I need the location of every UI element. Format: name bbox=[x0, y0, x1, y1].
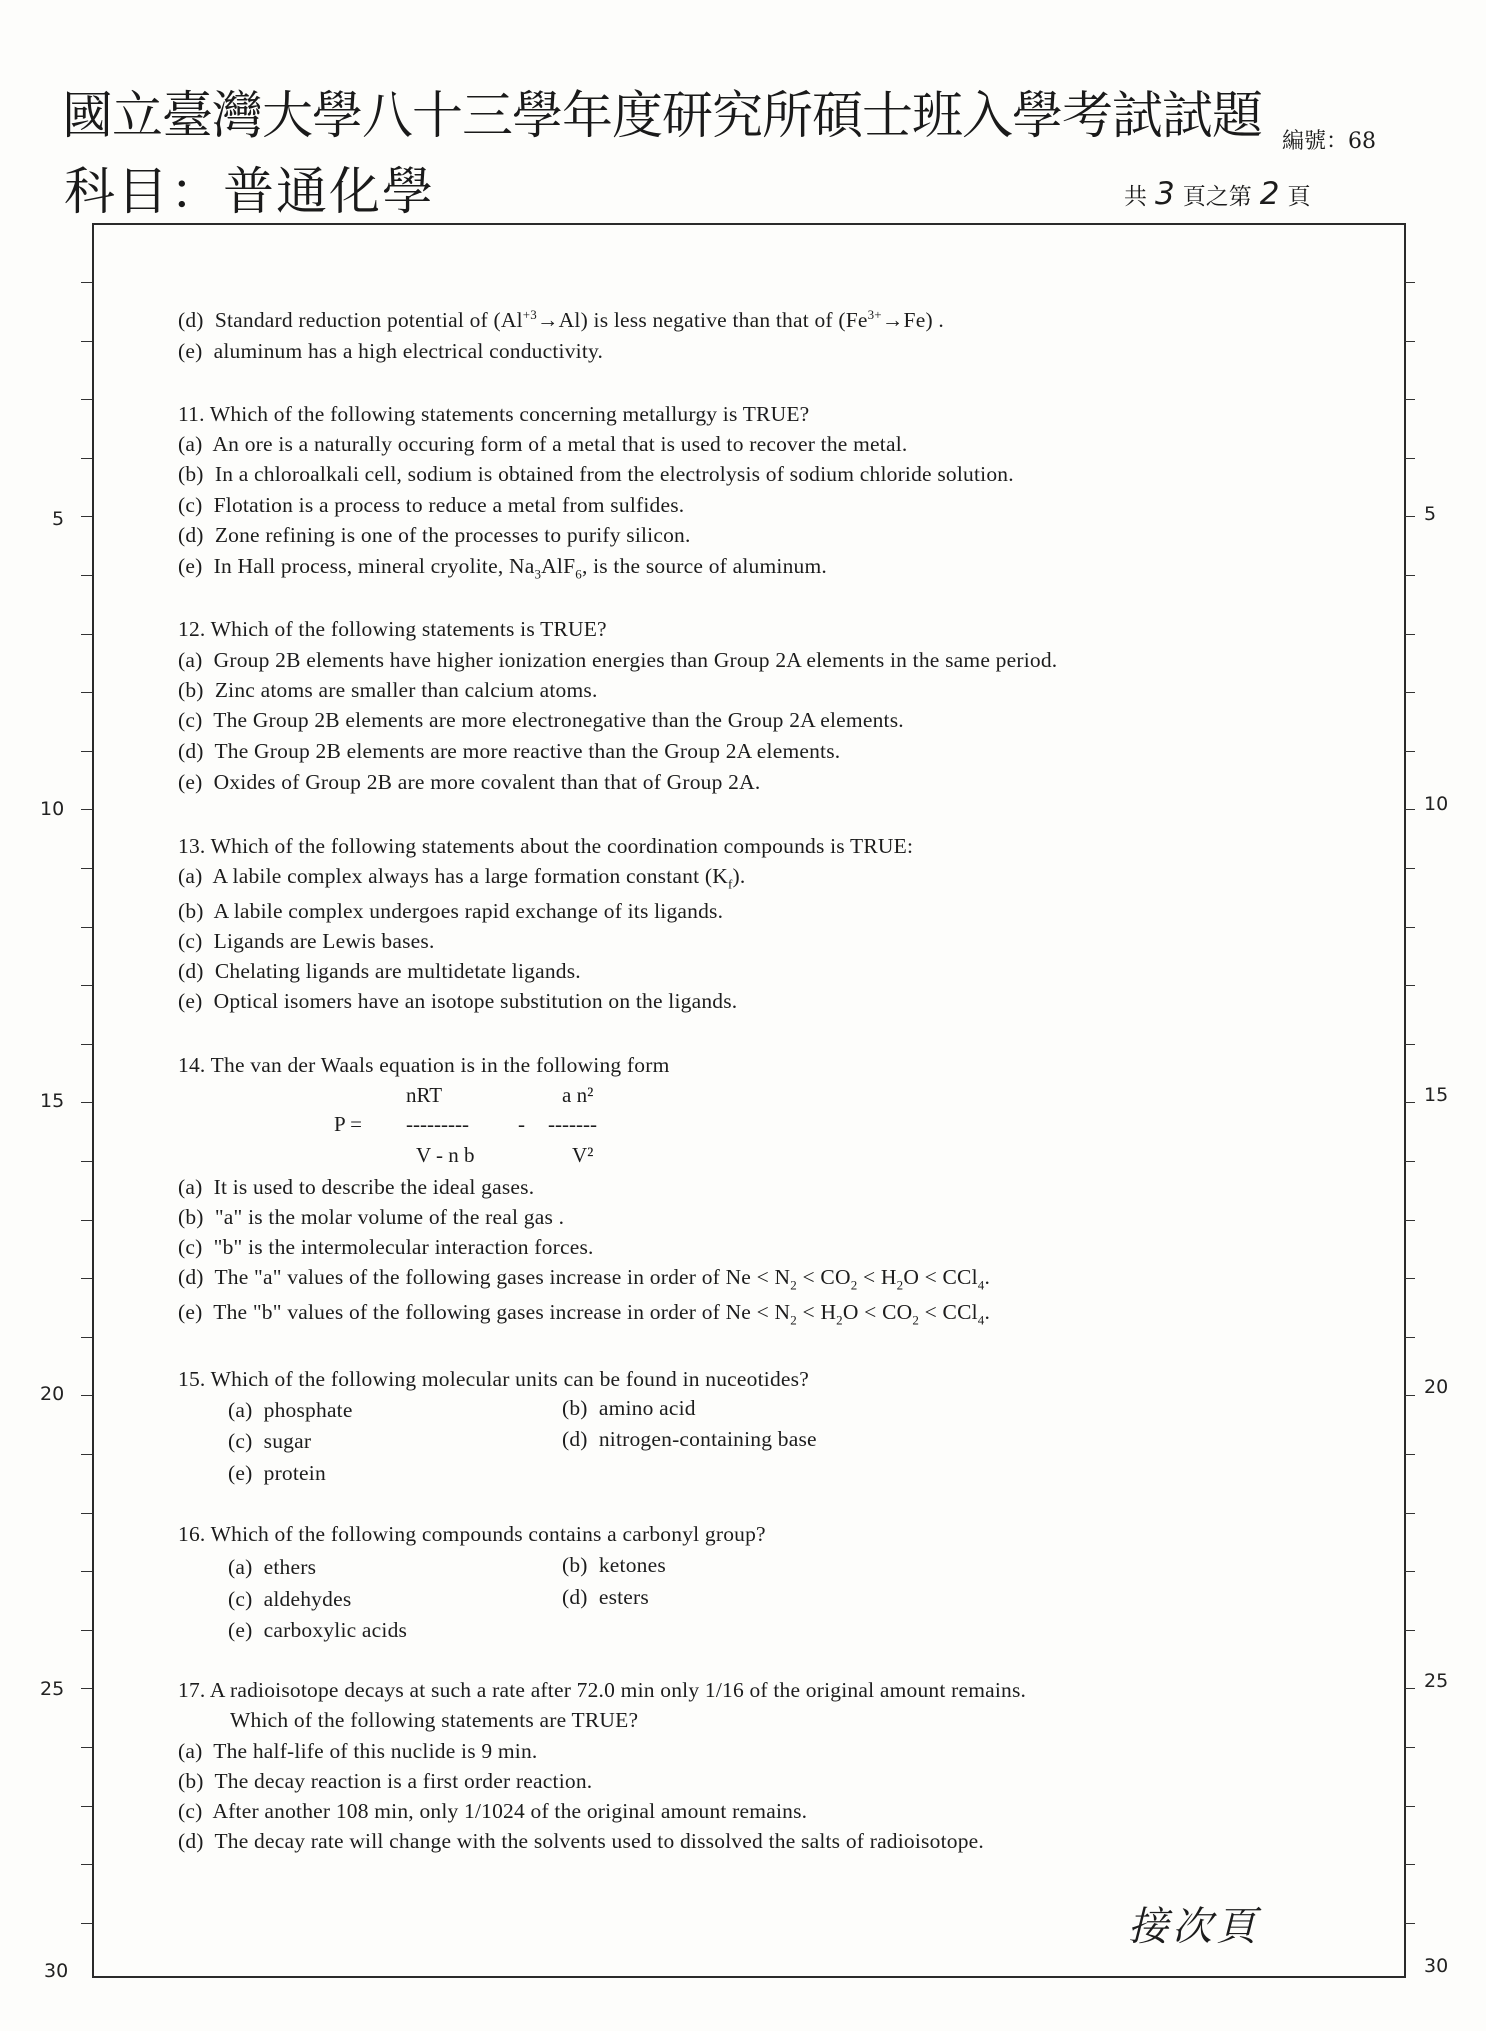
line-number-5-right: 5 bbox=[1424, 503, 1437, 525]
eq-denominator-1: V - n b bbox=[416, 1143, 475, 1167]
q13-option-d bbox=[178, 959, 581, 984]
q11-option-d bbox=[178, 523, 691, 548]
option-text: < CCl bbox=[919, 1300, 978, 1324]
option-label: (c) bbox=[178, 929, 203, 953]
option-label: (e) bbox=[178, 1300, 203, 1324]
option-text: protein bbox=[263, 1461, 326, 1485]
margin-tick bbox=[81, 341, 92, 342]
subscript: 6 bbox=[575, 566, 582, 582]
option-text: The decay reaction is a first order reaction. bbox=[214, 1769, 593, 1793]
q12-option-d bbox=[178, 739, 840, 764]
option-label: (a) bbox=[178, 432, 203, 456]
eq-denominator-2: V² bbox=[572, 1143, 594, 1167]
option-label: (b) bbox=[562, 1396, 588, 1420]
option-text: O < CO bbox=[842, 1300, 913, 1324]
margin-tick bbox=[1404, 1044, 1415, 1045]
margin-tick bbox=[81, 809, 92, 810]
margin-tick bbox=[81, 1278, 92, 1279]
q17-option-d bbox=[178, 1829, 984, 1854]
q14-option-d bbox=[178, 1265, 990, 1293]
option-text: amino acid bbox=[598, 1396, 696, 1420]
margin-tick bbox=[1404, 458, 1415, 459]
q12-option-b bbox=[178, 678, 598, 703]
option-label: (b) bbox=[178, 899, 204, 923]
option-text: . bbox=[984, 1300, 991, 1324]
option-text: In Hall process, mineral cryolite, Na bbox=[213, 554, 535, 578]
q10-option-d bbox=[178, 307, 944, 333]
margin-tick bbox=[1404, 1454, 1415, 1455]
continued-next-page: 接次頁 bbox=[1128, 1904, 1260, 1950]
line-number-20-left: 20 bbox=[40, 1383, 65, 1405]
margin-tick bbox=[1404, 399, 1415, 400]
line-number-5-left: 5 bbox=[52, 508, 65, 530]
line-number-30-left: 30 bbox=[44, 1960, 69, 1982]
option-label: (c) bbox=[178, 1799, 203, 1823]
q10-option-e bbox=[178, 339, 603, 364]
margin-tick bbox=[1404, 751, 1415, 752]
margin-tick bbox=[81, 1513, 92, 1514]
option-text: A labile complex undergoes rapid exchange of its ligands. bbox=[213, 899, 724, 923]
option-label: (e) bbox=[178, 989, 203, 1013]
option-label: (b) bbox=[562, 1553, 588, 1577]
q17-stem: 17. A radioisotope decays at such a rate after 72.0 min only 1/16 of the original amount remains. bbox=[178, 1678, 1027, 1702]
option-label: (c) bbox=[178, 1235, 203, 1259]
margin-tick bbox=[1404, 809, 1415, 810]
option-label: (c) bbox=[178, 493, 203, 517]
q15-option-b bbox=[562, 1396, 696, 1421]
option-label: (c) bbox=[228, 1587, 253, 1611]
line-number-20-right: 20 bbox=[1424, 1376, 1449, 1398]
option-label: (e) bbox=[178, 339, 203, 363]
option-text: The decay rate will change with the solvents used to dissolved the salts of radioisotope. bbox=[214, 1829, 984, 1853]
margin-tick bbox=[1404, 1630, 1415, 1631]
eq-minus: - bbox=[518, 1112, 525, 1136]
option-label: (d) bbox=[562, 1427, 588, 1451]
margin-tick bbox=[1404, 1688, 1415, 1689]
margin-tick bbox=[81, 1044, 92, 1045]
option-text: ketones bbox=[598, 1553, 666, 1577]
option-text: Oxides of Group 2B are more covalent than that of Group 2A. bbox=[213, 770, 761, 794]
q16-option-d bbox=[562, 1585, 649, 1610]
q11-option-e bbox=[178, 554, 827, 582]
option-text: →Fe) . bbox=[881, 308, 944, 333]
option-text: aldehydes bbox=[263, 1587, 352, 1611]
q17-option-b bbox=[178, 1769, 592, 1794]
q13-stem: 13. Which of the following statements about the coordination compounds is TRUE: bbox=[178, 834, 914, 858]
option-text: ethers bbox=[263, 1555, 317, 1579]
line-number-25-left: 25 bbox=[40, 1678, 65, 1700]
margin-tick bbox=[81, 1220, 92, 1221]
margin-tick bbox=[1404, 1806, 1415, 1807]
option-text: In a chloroalkali cell, sodium is obtained from the electrolysis of sodium chloride solution. bbox=[214, 462, 1014, 486]
superscript: +3 bbox=[522, 307, 537, 322]
option-text: < H bbox=[857, 1265, 897, 1289]
option-text: , is the source of aluminum. bbox=[581, 554, 827, 578]
margin-tick bbox=[1404, 927, 1415, 928]
eq-fraction-bar-1: --------- bbox=[406, 1112, 469, 1136]
option-text: aluminum has a high electrical conductivity. bbox=[213, 339, 604, 363]
option-label: (d) bbox=[178, 1829, 204, 1853]
option-text: Zone refining is one of the processes to purify silicon. bbox=[214, 523, 691, 547]
subscript: 2 bbox=[850, 1277, 858, 1293]
margin-tick bbox=[1404, 516, 1415, 517]
option-text: After another 108 min, only 1/1024 of the original amount remains. bbox=[212, 1799, 808, 1823]
q14-option-b bbox=[178, 1205, 564, 1230]
margin-tick bbox=[81, 1747, 92, 1748]
margin-tick bbox=[1404, 341, 1415, 342]
option-text: nitrogen-containing base bbox=[598, 1427, 817, 1451]
line-number-15-left: 15 bbox=[40, 1090, 65, 1112]
subscript: 2 bbox=[790, 1312, 797, 1328]
option-label: (d) bbox=[178, 739, 204, 763]
option-label: (c) bbox=[178, 708, 203, 732]
subscript: 2 bbox=[912, 1312, 920, 1328]
option-text: The "a" values of the following gases increase in order of Ne < N bbox=[214, 1265, 791, 1289]
subscript: 4 bbox=[977, 1277, 985, 1293]
option-text: →Al) is less negative than that of (Fe bbox=[536, 308, 868, 333]
subject-line: 科目：普通化學 bbox=[64, 163, 436, 222]
margin-tick bbox=[1404, 868, 1415, 869]
q12-option-a bbox=[178, 648, 1057, 673]
margin-tick bbox=[81, 1337, 92, 1338]
margin-tick bbox=[1404, 985, 1415, 986]
margin-tick bbox=[81, 868, 92, 869]
option-label: (d) bbox=[178, 308, 204, 333]
margin-tick bbox=[81, 1454, 92, 1455]
subscript: f bbox=[727, 876, 733, 892]
page-suffix: 頁 bbox=[1287, 184, 1311, 210]
q16-option-c bbox=[228, 1587, 351, 1612]
margin-tick bbox=[81, 1688, 92, 1689]
q15-option-a bbox=[228, 1398, 353, 1423]
option-label: (a) bbox=[228, 1398, 253, 1422]
subscript: 2 bbox=[836, 1312, 843, 1328]
q12-option-e bbox=[178, 770, 760, 795]
option-text: The Group 2B elements are more reactive than the Group 2A elements. bbox=[214, 739, 841, 763]
margin-tick bbox=[81, 458, 92, 459]
page-total: 3 bbox=[1155, 176, 1175, 212]
margin-tick bbox=[1404, 1513, 1415, 1514]
option-text: Zinc atoms are smaller than calcium atoms. bbox=[214, 678, 598, 702]
option-label: (e) bbox=[178, 770, 203, 794]
margin-tick bbox=[81, 1806, 92, 1807]
option-text: The half-life of this nuclide is 9 min. bbox=[213, 1739, 538, 1763]
q14-option-c bbox=[178, 1235, 594, 1260]
line-number-10-right: 10 bbox=[1424, 793, 1449, 815]
margin-tick bbox=[1404, 692, 1415, 693]
option-label: (a) bbox=[178, 864, 203, 888]
option-text: Chelating ligands are multidetate ligands. bbox=[214, 959, 581, 983]
q13-option-a bbox=[178, 864, 745, 892]
option-text: Ligands are Lewis bases. bbox=[213, 929, 435, 953]
option-text: It is used to describe the ideal gases. bbox=[213, 1175, 535, 1199]
margin-tick bbox=[1404, 1395, 1415, 1396]
margin-tick bbox=[81, 1630, 92, 1631]
eq-fraction-bar-2: ------- bbox=[548, 1112, 597, 1136]
margin-tick bbox=[81, 985, 92, 986]
superscript: 3+ bbox=[867, 307, 882, 322]
option-label: (d) bbox=[562, 1585, 588, 1609]
q11-stem: 11. Which of the following statements concerning metallurgy is TRUE? bbox=[178, 402, 810, 426]
q11-option-c bbox=[178, 493, 684, 518]
eq-numerator-2: a n² bbox=[562, 1083, 594, 1107]
margin-tick bbox=[1404, 1220, 1415, 1221]
margin-tick bbox=[1404, 1278, 1415, 1279]
option-label: (a) bbox=[178, 1739, 203, 1763]
eq-lhs: P = bbox=[334, 1112, 362, 1136]
option-label: (c) bbox=[228, 1429, 253, 1453]
margin-tick bbox=[81, 1161, 92, 1162]
subscript: 4 bbox=[977, 1312, 985, 1328]
option-text: phosphate bbox=[263, 1398, 353, 1422]
margin-tick bbox=[1404, 634, 1415, 635]
line-number-15-right: 15 bbox=[1424, 1084, 1449, 1106]
option-text: ). bbox=[732, 864, 746, 888]
q13-option-c bbox=[178, 929, 435, 954]
option-text: AlF bbox=[541, 554, 576, 578]
option-text: A labile complex always has a large formation constant (K bbox=[212, 864, 728, 888]
q13-option-b bbox=[178, 899, 723, 924]
option-text: sugar bbox=[263, 1429, 312, 1453]
option-label: (b) bbox=[178, 462, 204, 486]
margin-tick bbox=[1404, 575, 1415, 576]
margin-tick bbox=[1404, 282, 1415, 283]
line-number-30-right: 30 bbox=[1424, 1955, 1449, 1977]
option-label: (a) bbox=[228, 1555, 253, 1579]
margin-tick bbox=[1404, 1161, 1415, 1162]
option-text: An ore is a naturally occuring form of a metal that is used to recover the metal. bbox=[212, 432, 908, 456]
margin-tick bbox=[81, 692, 92, 693]
q17-option-a bbox=[178, 1739, 538, 1764]
option-text: The "b" values of the following gases increase in order of Ne < N bbox=[213, 1300, 791, 1324]
option-text: Standard reduction potential of (Al bbox=[214, 308, 523, 333]
margin-tick bbox=[81, 575, 92, 576]
q16-stem: 16. Which of the following compounds contains a carbonyl group? bbox=[178, 1522, 766, 1546]
margin-tick bbox=[81, 516, 92, 517]
option-label: (b) bbox=[178, 1769, 204, 1793]
option-text: < CO bbox=[796, 1265, 851, 1289]
q12-option-c bbox=[178, 708, 904, 733]
margin-tick bbox=[81, 751, 92, 752]
margin-tick bbox=[81, 399, 92, 400]
q17-option-c bbox=[178, 1799, 807, 1824]
margin-tick bbox=[81, 1395, 92, 1396]
q17-stem-line2: Which of the following statements are TRUE? bbox=[230, 1708, 639, 1732]
option-label: (b) bbox=[178, 678, 204, 702]
q14-option-a bbox=[178, 1175, 534, 1200]
q11-option-b bbox=[178, 462, 1014, 487]
q13-option-e bbox=[178, 989, 737, 1014]
option-text: . bbox=[984, 1265, 991, 1289]
option-text: < H bbox=[796, 1300, 837, 1324]
option-text: The Group 2B elements are more electronegative than the Group 2A elements. bbox=[213, 708, 904, 732]
margin-tick bbox=[1404, 1864, 1415, 1865]
margin-tick bbox=[81, 282, 92, 283]
margin-tick bbox=[1404, 1337, 1415, 1338]
option-label: (e) bbox=[228, 1618, 253, 1642]
option-text: "a" is the molar volume of the real gas . bbox=[214, 1205, 565, 1229]
option-label: (d) bbox=[178, 1265, 204, 1289]
q11-option-a bbox=[178, 432, 907, 457]
q14-stem: 14. The van der Waals equation is in the following form bbox=[178, 1053, 670, 1077]
option-label: (a) bbox=[178, 648, 203, 672]
q16-option-b bbox=[562, 1553, 666, 1578]
margin-tick bbox=[81, 1571, 92, 1572]
page-info bbox=[1124, 176, 1310, 212]
option-label: (a) bbox=[178, 1175, 203, 1199]
margin-tick bbox=[1404, 1747, 1415, 1748]
q15-stem: 15. Which of the following molecular units can be found in nuceotides? bbox=[178, 1367, 809, 1391]
option-label: (d) bbox=[178, 523, 204, 547]
q16-option-e bbox=[228, 1618, 407, 1643]
option-label: (b) bbox=[178, 1205, 204, 1229]
option-text: esters bbox=[598, 1585, 649, 1609]
margin-tick bbox=[81, 1923, 92, 1924]
line-number-10-left: 10 bbox=[40, 798, 65, 820]
page-prefix: 共 bbox=[1124, 184, 1147, 210]
line-number-25-right: 25 bbox=[1424, 1670, 1449, 1692]
q15-option-d bbox=[562, 1427, 817, 1452]
q12-stem: 12. Which of the following statements is TRUE? bbox=[178, 617, 607, 641]
margin-tick bbox=[1404, 1102, 1415, 1103]
eq-numerator-1: nRT bbox=[406, 1083, 443, 1107]
q15-option-c bbox=[228, 1429, 311, 1454]
option-text: "b" is the intermolecular interaction forces. bbox=[213, 1235, 594, 1259]
option-label: (e) bbox=[228, 1461, 253, 1485]
option-text: O < CCl bbox=[903, 1265, 978, 1289]
subscript: 3 bbox=[534, 566, 542, 582]
margin-tick bbox=[1404, 1923, 1415, 1924]
serial-number: 編號：68 bbox=[1282, 129, 1376, 154]
option-text: Optical isomers have an isotope substitution on the ligands. bbox=[213, 989, 738, 1013]
page-current: 2 bbox=[1259, 176, 1280, 212]
option-text: Group 2B elements have higher ionization energies than Group 2A elements in the same period. bbox=[213, 648, 1058, 672]
option-text: carboxylic acids bbox=[263, 1618, 408, 1642]
option-label: (e) bbox=[178, 554, 203, 578]
subscript: 2 bbox=[896, 1277, 904, 1293]
exam-title: 國立臺灣大學八十三學年度研究所碩士班入學考試試題 bbox=[62, 87, 1263, 146]
margin-tick bbox=[81, 634, 92, 635]
margin-tick bbox=[81, 1102, 92, 1103]
subscript: 2 bbox=[790, 1277, 797, 1293]
page-middle: 頁之第 bbox=[1182, 184, 1252, 210]
margin-tick bbox=[1404, 1571, 1415, 1572]
margin-tick bbox=[81, 1864, 92, 1865]
q15-option-e bbox=[228, 1461, 326, 1486]
q16-option-a bbox=[228, 1555, 316, 1580]
q14-option-e bbox=[178, 1300, 990, 1328]
option-text: Flotation is a process to reduce a metal from sulfides. bbox=[213, 493, 685, 517]
option-label: (d) bbox=[178, 959, 204, 983]
margin-tick bbox=[81, 927, 92, 928]
